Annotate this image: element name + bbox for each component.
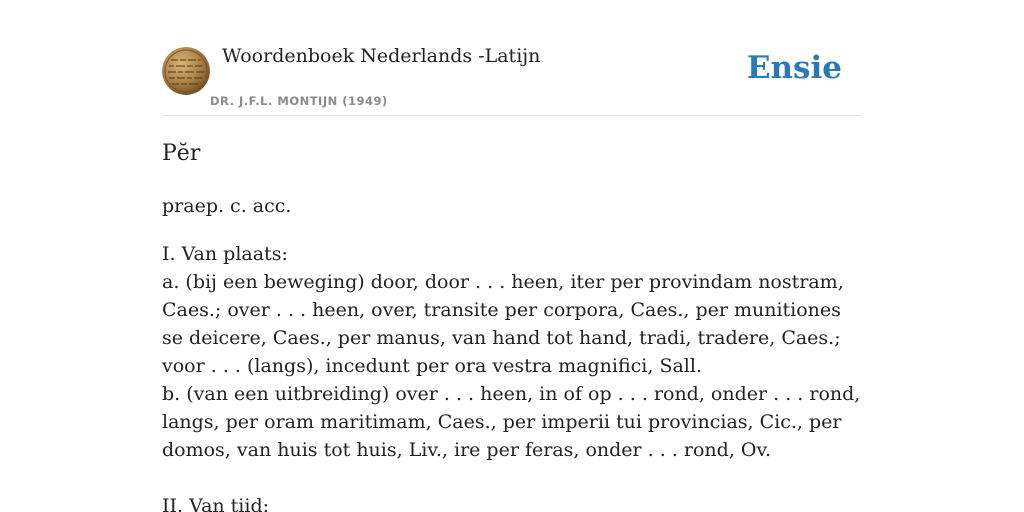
dictionary-title[interactable]: Woordenboek Nederlands -Latijn — [222, 45, 541, 67]
definition-item-b: b. (van een uitbreiding) over . . . heen, in of op . . . rond, onder . . . rond, langs, per oram maritimam, Caes., per imperii tui provincias, Cic., per domos, van huis tot huis, Liv., ire per feras, onder . . . rond, Ov. — [162, 383, 861, 461]
dictionary-author: DR. J.F.L. MONTIJN (1949) — [210, 94, 388, 108]
header — [162, 0, 862, 116]
ensie-logo-link[interactable]: Ensie — [746, 50, 842, 86]
entry-grammar: praep. c. acc. — [162, 195, 292, 217]
section-heading: I. Van plaats: — [162, 243, 288, 265]
section-heading: II. Van tiid: — [162, 495, 270, 512]
entry-section-place — [162, 240, 862, 464]
entry-content — [162, 136, 862, 512]
entry-section-time — [162, 492, 862, 512]
definition-item-a: a. (bij een beweging) door, door . . . heen, iter per provindam nostram, Caes.; over . . . heen, over, transite per corpora, Caes., per munitiones se deicere, Caes., per manus, van hand tot hand, tradi, tradere, Caes.; voor . . . (langs), incedunt per ora vestra magnifici, Sall. — [162, 271, 844, 377]
coin-seal-icon[interactable] — [162, 47, 210, 95]
entry-headword: Pĕr — [162, 141, 201, 166]
